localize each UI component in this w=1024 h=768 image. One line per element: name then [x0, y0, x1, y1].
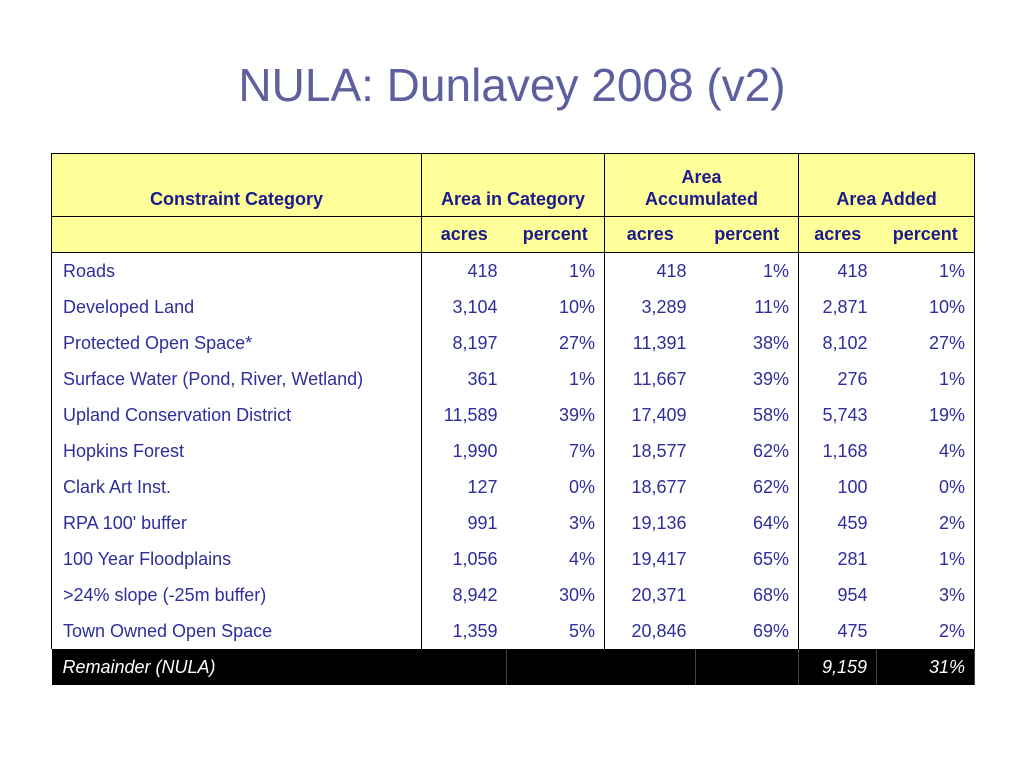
- cell-added-percent: 3%: [877, 577, 975, 613]
- cell-added-percent: 19%: [877, 397, 975, 433]
- cell-added-acres: 954: [837, 584, 868, 605]
- footer-blank-cell: [696, 649, 799, 685]
- cell-category: RPA 100' buffer: [52, 505, 422, 541]
- cell-accumulated-acres: 18,577: [631, 440, 687, 461]
- table-row: [52, 577, 975, 613]
- header-area-accumulated: [605, 154, 799, 217]
- cell-added-acres: 5,743: [822, 404, 868, 425]
- cell-category-acres: 127: [467, 476, 498, 497]
- cell-category: Town Owned Open Space: [52, 613, 422, 649]
- table-row: [52, 253, 975, 290]
- cell-category-acres: 1,056: [452, 548, 498, 569]
- cell-added-acres: 418: [837, 260, 868, 281]
- cell-category: Developed Land: [52, 289, 422, 325]
- cell-accumulated-acres: 3,289: [641, 296, 687, 317]
- cell-category-percent: 7%: [507, 433, 605, 469]
- cell-added-percent: 27%: [877, 325, 975, 361]
- table-footer-row: [52, 649, 975, 685]
- subheader-percent: percent: [696, 217, 799, 253]
- cell-category-acres: 1,359: [452, 620, 498, 641]
- table-row: [52, 361, 975, 397]
- cell-accumulated-acres: 20,371: [631, 584, 687, 605]
- cell-accumulated-percent: 62%: [696, 433, 799, 469]
- cell-added-acres: 100: [837, 476, 868, 497]
- cell-accumulated-percent: 39%: [696, 361, 799, 397]
- header-area-added: Area Added: [799, 154, 975, 217]
- cell-accumulated-percent: 58%: [696, 397, 799, 433]
- cell-category-acres: 361: [467, 368, 498, 389]
- cell-accumulated-acres: 20,846: [631, 620, 687, 641]
- table-subheader-row: [52, 217, 975, 253]
- cell-added-acres: 475: [837, 620, 868, 641]
- cell-category-percent: 0%: [507, 469, 605, 505]
- subheader-percent: percent: [507, 217, 605, 253]
- footer-blank-cell: [507, 649, 696, 685]
- subheader-percent: percent: [877, 217, 975, 253]
- header-area-accumulated-line2: Accumulated: [645, 189, 759, 209]
- cell-accumulated-percent: 65%: [696, 541, 799, 577]
- header-area-in-category: Area in Category: [422, 154, 605, 217]
- cell-category-acres: 8,942: [452, 584, 498, 605]
- cell-accumulated-percent: 1%: [696, 253, 799, 290]
- cell-accumulated-acres: 19,417: [631, 548, 687, 569]
- cell-category-percent: 5%: [507, 613, 605, 649]
- cell-category-percent: 1%: [507, 253, 605, 290]
- cell-category-percent: 30%: [507, 577, 605, 613]
- cell-added-percent: 2%: [877, 505, 975, 541]
- cell-added-acres: 459: [837, 512, 868, 533]
- cell-added-percent: 2%: [877, 613, 975, 649]
- table-row: [52, 505, 975, 541]
- footer-added-acres: 9,159: [799, 649, 877, 685]
- cell-category: Clark Art Inst.: [52, 469, 422, 505]
- cell-category-acres: 418: [467, 260, 498, 281]
- cell-category: >24% slope (-25m buffer): [52, 577, 422, 613]
- cell-category-acres: 8,197: [452, 332, 498, 353]
- subheader-acres: acres: [422, 217, 507, 253]
- cell-category: 100 Year Floodplains: [52, 541, 422, 577]
- table-header-row: [52, 154, 975, 217]
- cell-added-percent: 1%: [877, 253, 975, 290]
- cell-accumulated-percent: 64%: [696, 505, 799, 541]
- table-row: [52, 289, 975, 325]
- cell-category-percent: 4%: [507, 541, 605, 577]
- cell-accumulated-percent: 62%: [696, 469, 799, 505]
- cell-added-acres: 281: [837, 548, 868, 569]
- cell-added-percent: 0%: [877, 469, 975, 505]
- subheader-acres: acres: [799, 217, 877, 253]
- cell-accumulated-acres: 11,667: [632, 368, 687, 389]
- cell-added-percent: 1%: [877, 541, 975, 577]
- cell-category-acres: 1,990: [452, 440, 498, 461]
- cell-category-acres: 3,104: [452, 296, 498, 317]
- cell-category-percent: 27%: [507, 325, 605, 361]
- header-area-accumulated-line1: Area: [681, 167, 722, 187]
- subheader-acres: acres: [605, 217, 696, 253]
- footer-added-percent: 31%: [877, 649, 975, 685]
- cell-accumulated-acres: 18,677: [631, 476, 687, 497]
- cell-accumulated-percent: 69%: [696, 613, 799, 649]
- cell-accumulated-acres: 418: [656, 260, 687, 281]
- cell-added-percent: 4%: [877, 433, 975, 469]
- table-row: [52, 613, 975, 649]
- cell-category-percent: 10%: [507, 289, 605, 325]
- cell-added-acres: 276: [837, 368, 868, 389]
- table-row: [52, 541, 975, 577]
- cell-added-percent: 1%: [877, 361, 975, 397]
- cell-category: Hopkins Forest: [52, 433, 422, 469]
- cell-category-percent: 3%: [507, 505, 605, 541]
- constraint-table: [51, 153, 975, 685]
- table-row: [52, 397, 975, 433]
- cell-accumulated-acres: 11,391: [632, 332, 687, 353]
- cell-added-percent: 10%: [877, 289, 975, 325]
- cell-category: Surface Water (Pond, River, Wetland): [52, 361, 422, 397]
- cell-accumulated-percent: 11%: [696, 289, 799, 325]
- cell-category-percent: 1%: [507, 361, 605, 397]
- cell-category: Protected Open Space*: [52, 325, 422, 361]
- table-row: [52, 469, 975, 505]
- table-row: [52, 325, 975, 361]
- table-row: [52, 433, 975, 469]
- cell-added-acres: 2,871: [822, 296, 868, 317]
- cell-category-percent: 39%: [507, 397, 605, 433]
- cell-category-acres: 991: [467, 512, 498, 533]
- table-body: [52, 253, 975, 650]
- cell-added-acres: 8,102: [822, 332, 868, 353]
- cell-accumulated-acres: 17,409: [631, 404, 687, 425]
- cell-accumulated-acres: 19,136: [631, 512, 687, 533]
- footer-category: Remainder (NULA): [52, 649, 507, 685]
- cell-category: Roads: [52, 253, 422, 290]
- cell-category: Upland Conservation District: [52, 397, 422, 433]
- subheader-blank: [52, 217, 422, 253]
- cell-category-acres: 11,589: [443, 404, 498, 425]
- slide-title: NULA: Dunlavey 2008 (v2): [238, 59, 786, 111]
- cell-added-acres: 1,168: [822, 440, 868, 461]
- cell-accumulated-percent: 68%: [696, 577, 799, 613]
- header-constraint-category: Constraint Category: [52, 154, 422, 217]
- cell-accumulated-percent: 38%: [696, 325, 799, 361]
